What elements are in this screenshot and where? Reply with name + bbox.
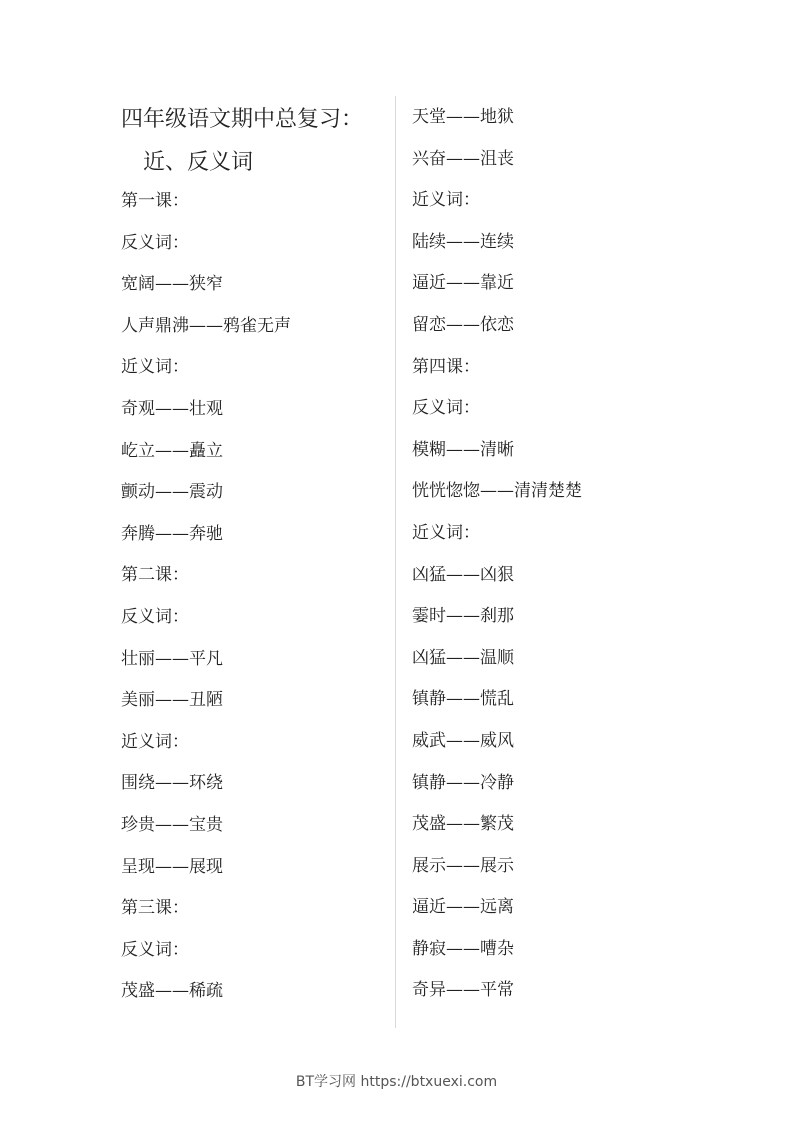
section-label: 近义词：	[121, 357, 189, 378]
word-pair: 茂盛——繁茂	[412, 814, 514, 835]
word-pair: 兴奋——沮丧	[412, 148, 514, 169]
section-label: 反义词：	[121, 939, 189, 960]
word-pair: 奔腾——奔驰	[121, 523, 223, 544]
right-column	[412, 106, 582, 1021]
word-pair: 恍恍惚惚——清清楚楚	[412, 481, 582, 502]
word-pair: 展示——展示	[412, 855, 514, 876]
word-pair: 奇观——壮观	[121, 398, 223, 419]
section-label: 反义词：	[121, 232, 189, 253]
word-pair: 宽阔——狭窄	[121, 274, 223, 295]
column-divider	[395, 96, 396, 1028]
lesson-heading: 第三课：	[121, 898, 189, 919]
word-pair: 凶猛——温顺	[412, 647, 514, 668]
word-pair: 逼近——远离	[412, 897, 514, 918]
word-pair: 威武——威风	[412, 730, 514, 751]
word-pair: 美丽——丑陋	[121, 690, 223, 711]
word-pair: 奇异——平常	[412, 980, 514, 1001]
left-column	[121, 190, 291, 1022]
document-subtitle: 近、反义词	[143, 150, 254, 175]
word-pair: 珍贵——宝贵	[121, 814, 223, 835]
section-label: 近义词：	[412, 190, 480, 211]
lesson-heading: 第四课：	[412, 356, 480, 377]
word-pair: 天堂——地狱	[412, 107, 514, 127]
word-pair: 屹立——矗立	[121, 440, 223, 461]
word-pair: 留恋——依恋	[412, 314, 514, 335]
word-pair: 壮丽——平凡	[121, 648, 223, 669]
section-label: 反义词：	[121, 606, 189, 627]
page-footer: BT学习网 https://btxuexi.com	[295, 1074, 498, 1090]
word-pair: 霎时——刹那	[412, 606, 514, 627]
lesson-heading: 第一课：	[121, 191, 189, 211]
word-pair: 陆续——连续	[412, 231, 514, 252]
lesson-heading: 第二课：	[121, 565, 189, 586]
section-label: 反义词：	[412, 398, 480, 419]
section-label: 近义词：	[412, 522, 480, 543]
word-pair: 颤动——震动	[121, 482, 223, 503]
word-pair: 模糊——清晰	[412, 439, 514, 460]
word-pair: 茂盛——稀疏	[121, 981, 223, 1002]
word-pair: 呈现——展现	[121, 856, 223, 877]
word-pair: 镇静——冷静	[412, 772, 514, 793]
word-pair: 人声鼎沸——鸦雀无声	[121, 315, 291, 336]
word-pair: 凶猛——凶狠	[412, 564, 514, 585]
word-pair: 围绕——环绕	[121, 773, 223, 794]
section-label: 近义词：	[121, 731, 189, 752]
word-pair: 逼近——靠近	[412, 273, 514, 294]
word-pair: 镇静——慌乱	[412, 689, 514, 710]
document-title: 四年级语文期中总复习：	[121, 107, 364, 132]
word-pair: 静寂——嘈杂	[412, 938, 514, 959]
